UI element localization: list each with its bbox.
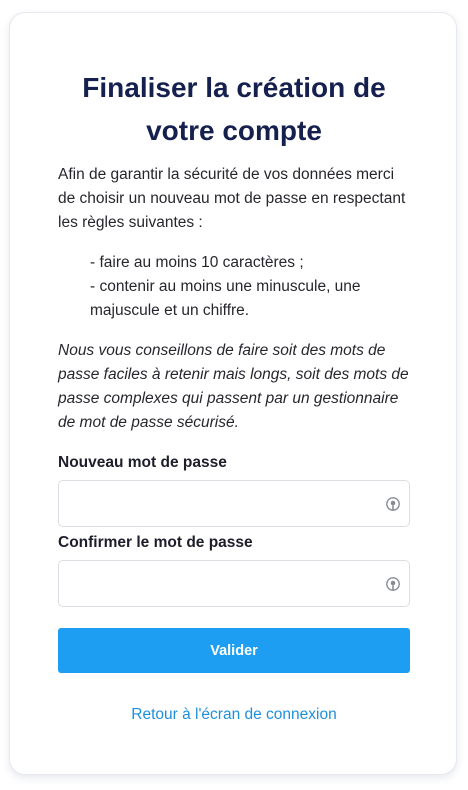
confirm-password-field[interactable]	[58, 560, 410, 607]
new-password-field[interactable]	[58, 480, 410, 527]
intro-text: Afin de garantir la sécurité de vos données merci de choisir un nouveau mot de passe en respectant les règles suivantes :	[58, 166, 406, 231]
password-advice-text: Nous vous conseillons de faire soit des mots de passe faciles à retenir mais longs, soit des mots de passe complexes qui passent par un gestionnaire de mot de passe sécurisé.	[58, 342, 409, 431]
account-setup-card	[9, 12, 457, 775]
confirm-password-input[interactable]	[69, 561, 373, 608]
new-password-input[interactable]	[69, 481, 373, 528]
eye-icon[interactable]	[385, 576, 401, 592]
new-password-label: Nouveau mot de passe	[58, 454, 227, 471]
page-title: Finaliser la création de votre compte	[82, 72, 386, 146]
password-rule-characters: - contenir au moins une minuscule, une majuscule et un chiffre.	[90, 278, 361, 319]
submit-button[interactable]: Valider	[58, 628, 410, 673]
confirm-password-label: Confirmer le mot de passe	[58, 534, 253, 551]
back-to-login-link[interactable]: Retour à l'écran de connexion	[131, 706, 337, 723]
password-rules-list	[90, 251, 375, 323]
password-rule-length: - faire au moins 10 caractères ;	[90, 254, 304, 271]
eye-icon[interactable]	[385, 496, 401, 512]
